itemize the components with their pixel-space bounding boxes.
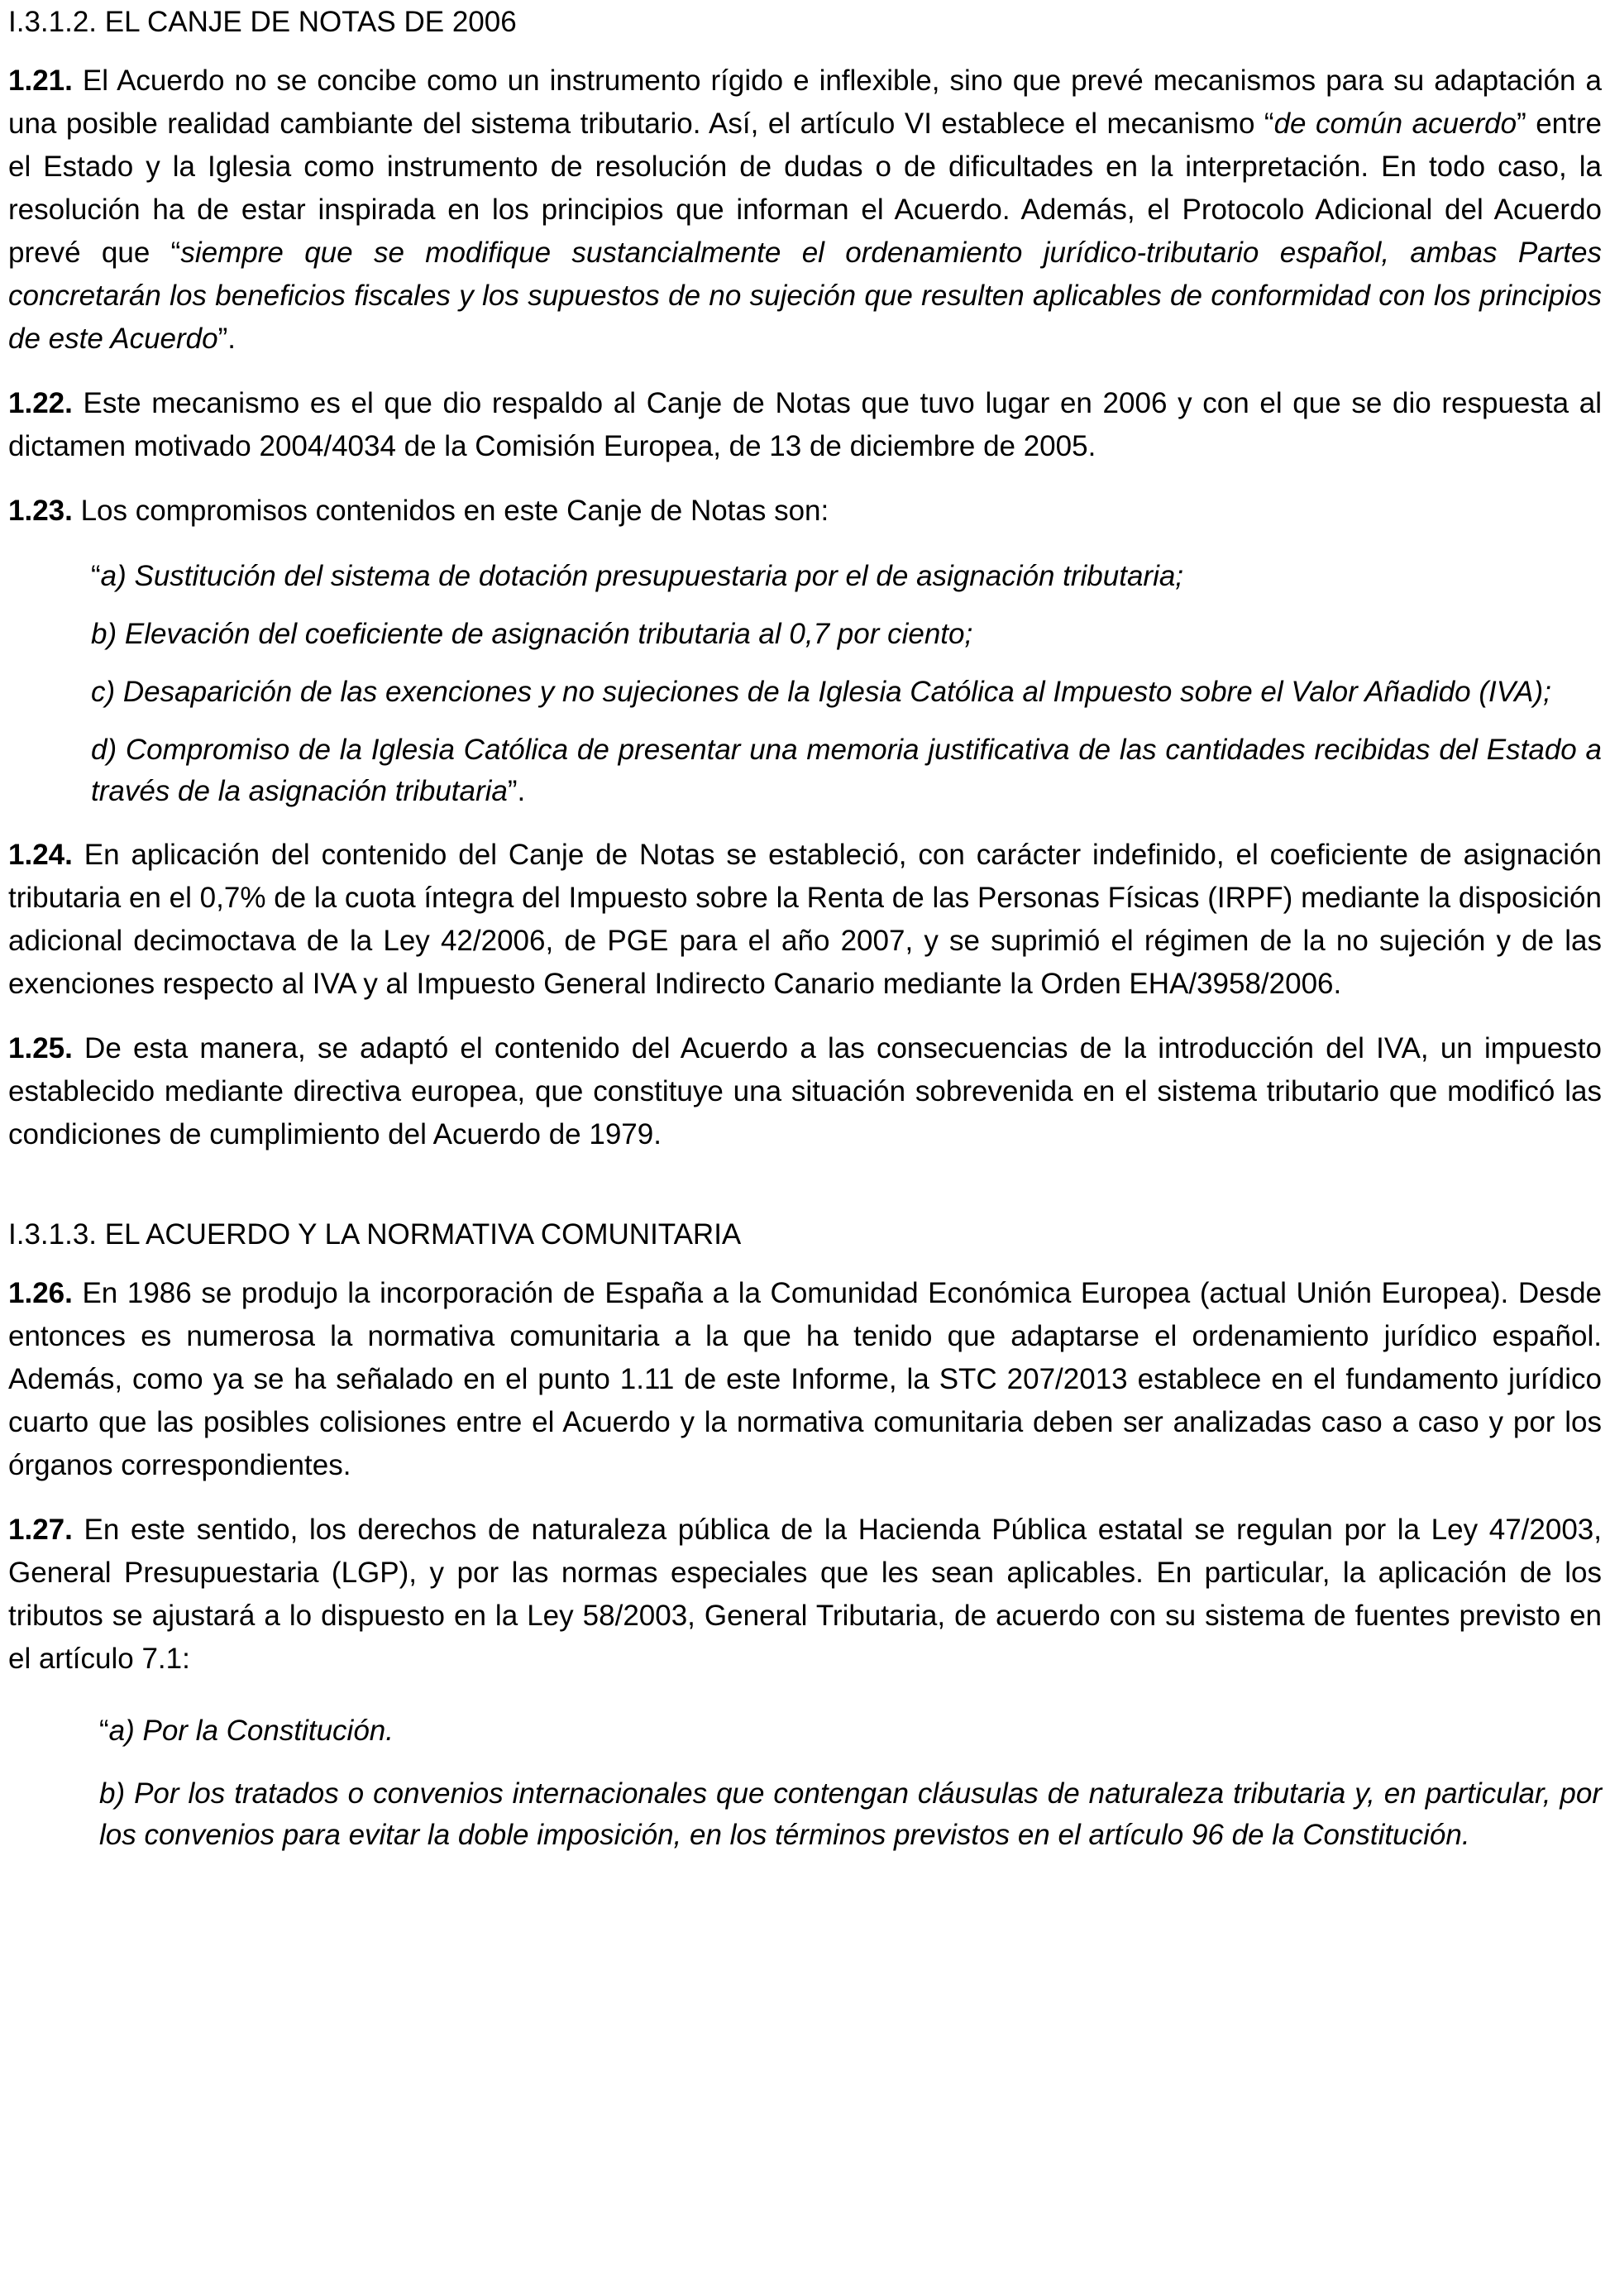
paragraph-text: El Acuerdo no se concibe como un instrumento rígido e inflexible, sino que prevé mecanismos para su adaptación a una posible realidad cambiante del sistema tributario. Así, el artículo VI establece el mecanismo “ xyxy=(8,65,1602,140)
paragraph-text: En este sentido, los derechos de naturaleza pública de la Hacienda Pública estatal se regulan por la Ley 47/2003, General Presupuestaria (LGP), y por las normas especiales que les sean aplicables. En particular, la aplicación de los tributos se ajustará a lo dispuesto en la Ley 58/2003, General Tributaria, de acuerdo con su sistema de fuentes previsto en el artículo 7.1: xyxy=(8,1514,1602,1675)
paragraph-text: ”. xyxy=(217,323,236,355)
paragraph-text: En aplicación del contenido del Canje de Notas se estableció, con carácter indefinido, el coeficiente de asignación tributaria en el 0,7% de la cuota íntegra del Impuesto sobre la Renta de las Personas Físicas (IRPF) mediante la disposición adicional decimoctava de la Ley 42/2006, de PGE para el año 2007, y se suprimió el régimen de la no sujeción y de las exenciones respecto al IVA y al Impuesto General Indirecto Canario mediante la Orden EHA/3958/2006. xyxy=(8,839,1602,1000)
paragraph-1-26 xyxy=(8,1272,1602,1487)
paragraph-1-21 xyxy=(8,60,1602,361)
paragraph-text: ” entre el Estado y la Iglesia como instrumento de resolución de dudas o de dificultades en la interpretación. En todo caso, la resolución ha de estar inspirada en los principios que informan el Acuerdo. Además, el Protocolo Adicional del Acuerdo prevé que “ xyxy=(8,108,1602,269)
open-quote: “ xyxy=(99,1715,109,1747)
paragraph-1-24 xyxy=(8,834,1602,1006)
commitment-a xyxy=(91,556,1602,597)
paragraph-text: Este mecanismo es el que dio respaldo al Canje de Notas que tuvo lugar en 2006 y con el que se dio respuesta al dictamen motivado 2004/4034 de la Comisión Europea, de 13 de diciembre de 2005. xyxy=(8,387,1602,462)
paragraph-1-25 xyxy=(8,1027,1602,1156)
paragraph-number: 1.21. xyxy=(8,65,73,97)
paragraph-text: De esta manera, se adaptó el contenido del Acuerdo a las consecuencias de la introducción del IVA, un impuesto establecido mediante directiva europea, que constituye una situación sobrevenida en el sistema tributario que modificó las condiciones de cumplimiento del Acuerdo de 1979. xyxy=(8,1032,1602,1150)
paragraph-1-22 xyxy=(8,382,1602,468)
section-heading: I.3.1.3. EL ACUERDO Y LA NORMATIVA COMUNITARIA xyxy=(8,1218,742,1251)
paragraph-number: 1.27. xyxy=(8,1514,73,1546)
source-text: a) Por la Constitución. xyxy=(108,1715,394,1747)
paragraph-text: Los compromisos contenidos en este Canje de Notas son: xyxy=(72,495,829,527)
paragraph-text: En 1986 se produjo la incorporación de España a la Comunidad Económica Europea (actual Unión Europea). Desde entonces es numerosa la normativa comunitaria a la que ha tenido que adaptarse el ordenamiento jurídico español. Además, como ya se ha señalado en el punto 1.11 de este Informe, la STC 207/2013 establece en el fundamento jurídico cuarto que las posibles colisiones entre el Acuerdo y la normativa comunitaria deben ser analizadas caso a caso y por los órganos correspondientes. xyxy=(8,1277,1602,1481)
commitment-c: c) Desaparición de las exenciones y no sujeciones de la Iglesia Católica al Impuesto sobre el Valor Añadido (IVA); xyxy=(91,676,1551,708)
commitment-b: b) Elevación del coeficiente de asignación tributaria al 0,7 por ciento; xyxy=(91,618,973,650)
paragraph-number: 1.22. xyxy=(8,387,73,419)
paragraph-italic: de común acuerdo xyxy=(1273,108,1517,140)
close-quote: ”. xyxy=(507,775,526,807)
paragraph-number: 1.25. xyxy=(8,1032,73,1064)
paragraph-number: 1.24. xyxy=(8,839,73,871)
commitment-text: d) Compromiso de la Iglesia Católica de presentar una memoria justificativa de las cantidades recibidas del Estado a través de la asignación tributaria xyxy=(91,734,1602,807)
paragraph-1-23 xyxy=(8,490,1602,533)
section-heading: I.3.1.2. EL CANJE DE NOTAS DE 2006 xyxy=(8,6,517,38)
source-b: b) Por los tratados o convenios internacionales que contengan cláusulas de naturaleza tributaria y, en particular, por los convenios para evitar la doble imposición, en los términos previstos en el artículo 96 de la Constitución. xyxy=(99,1777,1602,1851)
open-quote: “ xyxy=(91,560,101,592)
paragraph-number: 1.23. xyxy=(8,495,73,527)
commitment-d xyxy=(91,729,1602,812)
source-a xyxy=(99,1710,1602,1752)
paragraph-1-27 xyxy=(8,1509,1602,1681)
commitment-text: a) Sustitución del sistema de dotación presupuestaria por el de asignación tributaria; xyxy=(100,560,1184,592)
paragraph-italic: siempre que se modifique sustancialmente el ordenamiento jurídico-tributario español, ambas Partes concretarán los beneficios fiscales y los supuestos de no sujeción que resulten aplicables de conformidad con los principios de este Acuerdo xyxy=(8,237,1602,355)
paragraph-number: 1.26. xyxy=(8,1277,73,1309)
